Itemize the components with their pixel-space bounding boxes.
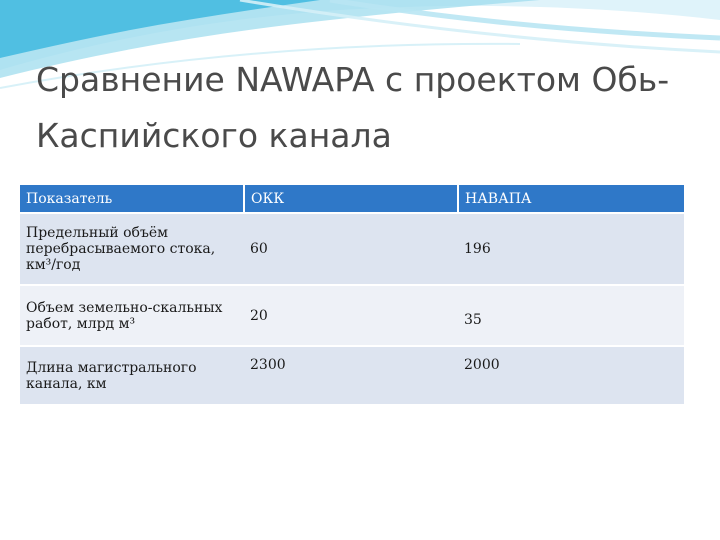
indicator-cell: Предельный объём перебрасываемого стока, км³/год [20, 213, 244, 285]
column-header-okk: ОКК [244, 185, 458, 213]
indicator-cell: Объем земельно-скальных работ, млрд м³ [20, 285, 244, 346]
column-header-indicator: Показатель [20, 185, 244, 213]
table-row [20, 285, 684, 346]
column-header-nawapa: НАВАПА [458, 185, 684, 213]
nawapa-value-cell: 2000 [458, 346, 684, 404]
nawapa-value-cell: 35 [458, 285, 684, 346]
okk-value-cell: 60 [244, 213, 458, 285]
okk-value-cell: 2300 [244, 346, 458, 404]
okk-value-cell: 20 [244, 285, 458, 346]
nawapa-value-cell: 196 [458, 213, 684, 285]
slide-title: Сравнение NAWAPA с проектом Обь-Каспийского канала [36, 60, 670, 155]
table-header-row [20, 185, 684, 213]
table-row [20, 346, 684, 404]
comparison-table [20, 185, 684, 404]
indicator-cell: Длина магистрального канала, км [20, 346, 244, 404]
table-row [20, 213, 684, 285]
